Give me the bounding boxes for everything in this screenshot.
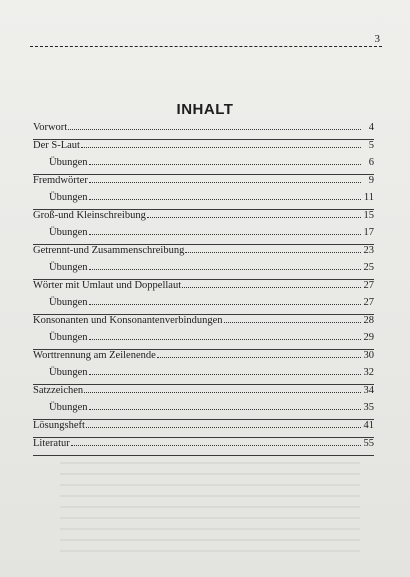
dot-leader [147, 216, 361, 218]
toc-subentry [33, 402, 374, 419]
ghost-line [60, 550, 360, 552]
toc-entry-label: Worttrennung am Zeilenende [33, 350, 156, 361]
dot-leader [68, 128, 361, 130]
toc-entry [33, 140, 374, 157]
ghost-line [60, 506, 360, 508]
toc-group [33, 140, 374, 175]
toc-title: INHALT [176, 101, 234, 118]
toc-group [33, 315, 374, 350]
toc-entry [33, 315, 374, 332]
toc-entry-page: 35 [363, 402, 374, 413]
toc-entry-page: 25 [363, 262, 374, 273]
page-number: 3 [374, 33, 380, 45]
toc-entry-page: 41 [363, 420, 374, 431]
toc-entry-page: 28 [363, 315, 374, 326]
toc-entry-page: 55 [363, 438, 374, 449]
ghost-line [60, 484, 360, 486]
toc-entry-page: 23 [363, 245, 374, 256]
toc-group [33, 245, 374, 280]
toc-entry [33, 350, 374, 367]
toc-entry-page: 9 [368, 175, 374, 186]
toc-entry-page: 30 [363, 350, 374, 361]
toc-group [33, 420, 374, 438]
toc-subentry [33, 332, 374, 349]
table-of-contents [33, 122, 374, 456]
toc-entry-label: Fremdwörter [33, 175, 88, 186]
dot-leader [81, 146, 361, 148]
dot-leader [182, 286, 361, 288]
dot-leader [86, 426, 361, 428]
dot-leader [84, 391, 361, 393]
toc-entry-page: 17 [363, 227, 374, 238]
page-header [30, 33, 382, 49]
dot-leader [89, 373, 362, 375]
toc-entry-label: Übungen [49, 227, 88, 238]
dot-leader [89, 198, 362, 200]
toc-entry-page: 6 [368, 157, 374, 168]
dot-leader [89, 303, 362, 305]
toc-entry-page: 27 [363, 280, 374, 291]
dot-leader [71, 444, 361, 446]
toc-entry-label: Übungen [49, 402, 88, 413]
toc-entry-label: Übungen [49, 262, 88, 273]
toc-entry-label: Übungen [49, 367, 88, 378]
toc-subentry [33, 367, 374, 384]
toc-entry-label: Vorwort [33, 122, 68, 133]
toc-entry-label: Konsonanten und Konsonantenverbindungen [33, 315, 223, 326]
toc-entry-label: Wörter mit Umlaut und Doppellaut [33, 280, 182, 291]
dot-leader [185, 251, 361, 253]
toc-entry-label: Übungen [49, 192, 88, 203]
toc-entry-label: Der S-Laut [33, 140, 80, 151]
toc-entry-page: 29 [363, 332, 374, 343]
toc-entry-page: 5 [368, 140, 374, 151]
dot-leader [89, 338, 362, 340]
ghost-line [60, 473, 360, 475]
toc-entry-label: Getrennt-und Zusammenschreibung [33, 245, 185, 256]
toc-entry [33, 420, 374, 437]
toc-group [33, 280, 374, 315]
toc-entry-label: Satzzeichen [33, 385, 84, 396]
toc-entry-label: Übungen [49, 332, 88, 343]
ghost-line [60, 539, 360, 541]
toc-entry-page: 4 [368, 122, 374, 133]
toc-entry-page: 15 [363, 210, 374, 221]
toc-entry-page: 34 [363, 385, 374, 396]
ghost-line [60, 495, 360, 497]
toc-group [33, 438, 374, 456]
ghost-line [60, 517, 360, 519]
toc-entry [33, 280, 374, 297]
show-through-text [60, 462, 360, 561]
toc-entry [33, 175, 374, 192]
toc-group [33, 385, 374, 420]
toc-entry [33, 245, 374, 262]
toc-subentry [33, 157, 374, 174]
dot-leader [89, 233, 362, 235]
toc-entry [33, 438, 374, 455]
toc-group [33, 350, 374, 385]
toc-group [33, 210, 374, 245]
toc-entry-label: Literatur [33, 438, 70, 449]
ghost-line [60, 462, 360, 464]
toc-group [33, 175, 374, 210]
toc-entry [33, 210, 374, 227]
toc-entry [33, 385, 374, 402]
dot-leader [89, 268, 362, 270]
dot-leader [157, 356, 361, 358]
toc-entry-label: Übungen [49, 297, 88, 308]
toc-subentry [33, 192, 374, 209]
toc-subentry [33, 297, 374, 314]
toc-entry-page: 32 [363, 367, 374, 378]
toc-group [33, 122, 374, 140]
toc-subentry [33, 227, 374, 244]
toc-entry [33, 122, 374, 139]
toc-entry-label: Groß-und Kleinschreibung [33, 210, 146, 221]
toc-entry-page: 11 [363, 192, 374, 203]
toc-entry-page: 27 [363, 297, 374, 308]
dot-leader [89, 181, 361, 183]
dot-leader [89, 163, 362, 165]
toc-entry-label: Lösungsheft [33, 420, 85, 431]
dot-leader [224, 321, 361, 323]
toc-entry-label: Übungen [49, 157, 88, 168]
dot-leader [89, 408, 362, 410]
header-rule [30, 46, 382, 47]
toc-subentry [33, 262, 374, 279]
ghost-line [60, 528, 360, 530]
